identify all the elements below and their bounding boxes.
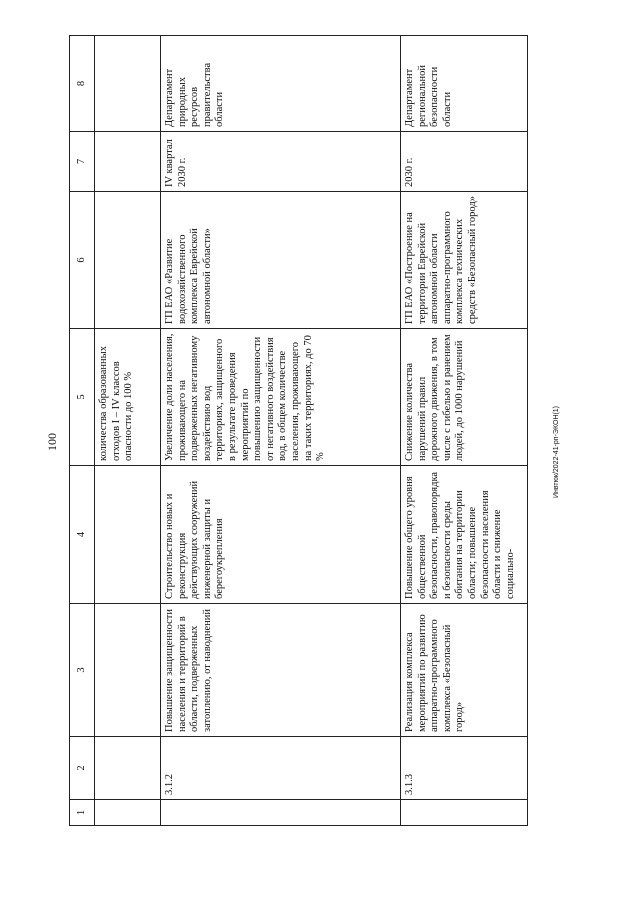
table-cell (95, 36, 161, 132)
table-cell: ГП ЕАО «Развитие водохозяйственного комплекса Еврейской автономной области» (161, 192, 401, 329)
table-cell (401, 800, 528, 826)
table-row (401, 36, 528, 826)
program-table (69, 35, 528, 826)
table-cell (161, 800, 401, 826)
table-cell: 2030 г. (401, 132, 528, 192)
table-cell: Департамент природных ресурсов правительства области (161, 36, 401, 132)
table-cell (95, 604, 161, 737)
table-row (161, 36, 401, 826)
col-header: 6 (70, 192, 95, 329)
table-cell (95, 192, 161, 329)
col-header: 8 (70, 36, 95, 132)
table-cell (95, 132, 161, 192)
table-cell: Увеличение доли населения, проживающего на подверженных негативному воздействию вод территориях, защищенного в результате проведения мероприятий по повышению защищенности от негативного воздействия вод, в общем количестве населения, проживающего на таких территориях, до 70 % (161, 329, 401, 466)
footer-code: Инвтюк/2022-41-рп-ЭКОН(1) (553, 405, 560, 499)
table-cell: ГП ЕАО «Построение на территории Еврейской автономной области аппаратно-программного комплекса технических средств «Безопасный город» (401, 192, 528, 329)
table-cell: IV квартал 2030 г. (161, 132, 401, 192)
table-cell (95, 800, 161, 826)
table-cell: Строительство новых и реконструкция действующих сооружений инженерной защиты и берегоукрепления (161, 466, 401, 604)
table-cell (95, 466, 161, 604)
table-cell: Департамент региональной безопасности области (401, 36, 528, 132)
table-row (95, 36, 161, 826)
table-cell: Снижение количества нарушений правил дорожного движения, в том числе с гибелью и ранением людей, до 1000 нарушений (401, 329, 528, 466)
table-cell (95, 737, 161, 800)
col-header: 3 (70, 604, 95, 737)
col-header: 5 (70, 329, 95, 466)
table-cell: количества образованных отходов I – IV классов опасности до 100 % (95, 329, 161, 466)
page-number: 100 (45, 433, 59, 451)
col-header: 2 (70, 737, 95, 800)
rotated-table-frame (69, 36, 528, 826)
header-row (70, 36, 95, 826)
row-number: 3.1.3 (401, 737, 528, 800)
table-cell: Повышение защищенности населения и территорий в области, подверженных затоплению, от наводнений (161, 604, 401, 737)
table-cell: Повышение общего уровня общественной безопасности, правопорядка и безопасности среды обитания на территории области; повышение безопасности населения области и снижение социально- (401, 466, 528, 604)
col-header: 1 (70, 800, 95, 826)
row-number: 3.1.2 (161, 737, 401, 800)
col-header: 4 (70, 466, 95, 604)
col-header: 7 (70, 132, 95, 192)
table-cell: Реализация комплекса мероприятий по развитию аппаратно-программного комплекса «Безопасный город» (401, 604, 528, 737)
